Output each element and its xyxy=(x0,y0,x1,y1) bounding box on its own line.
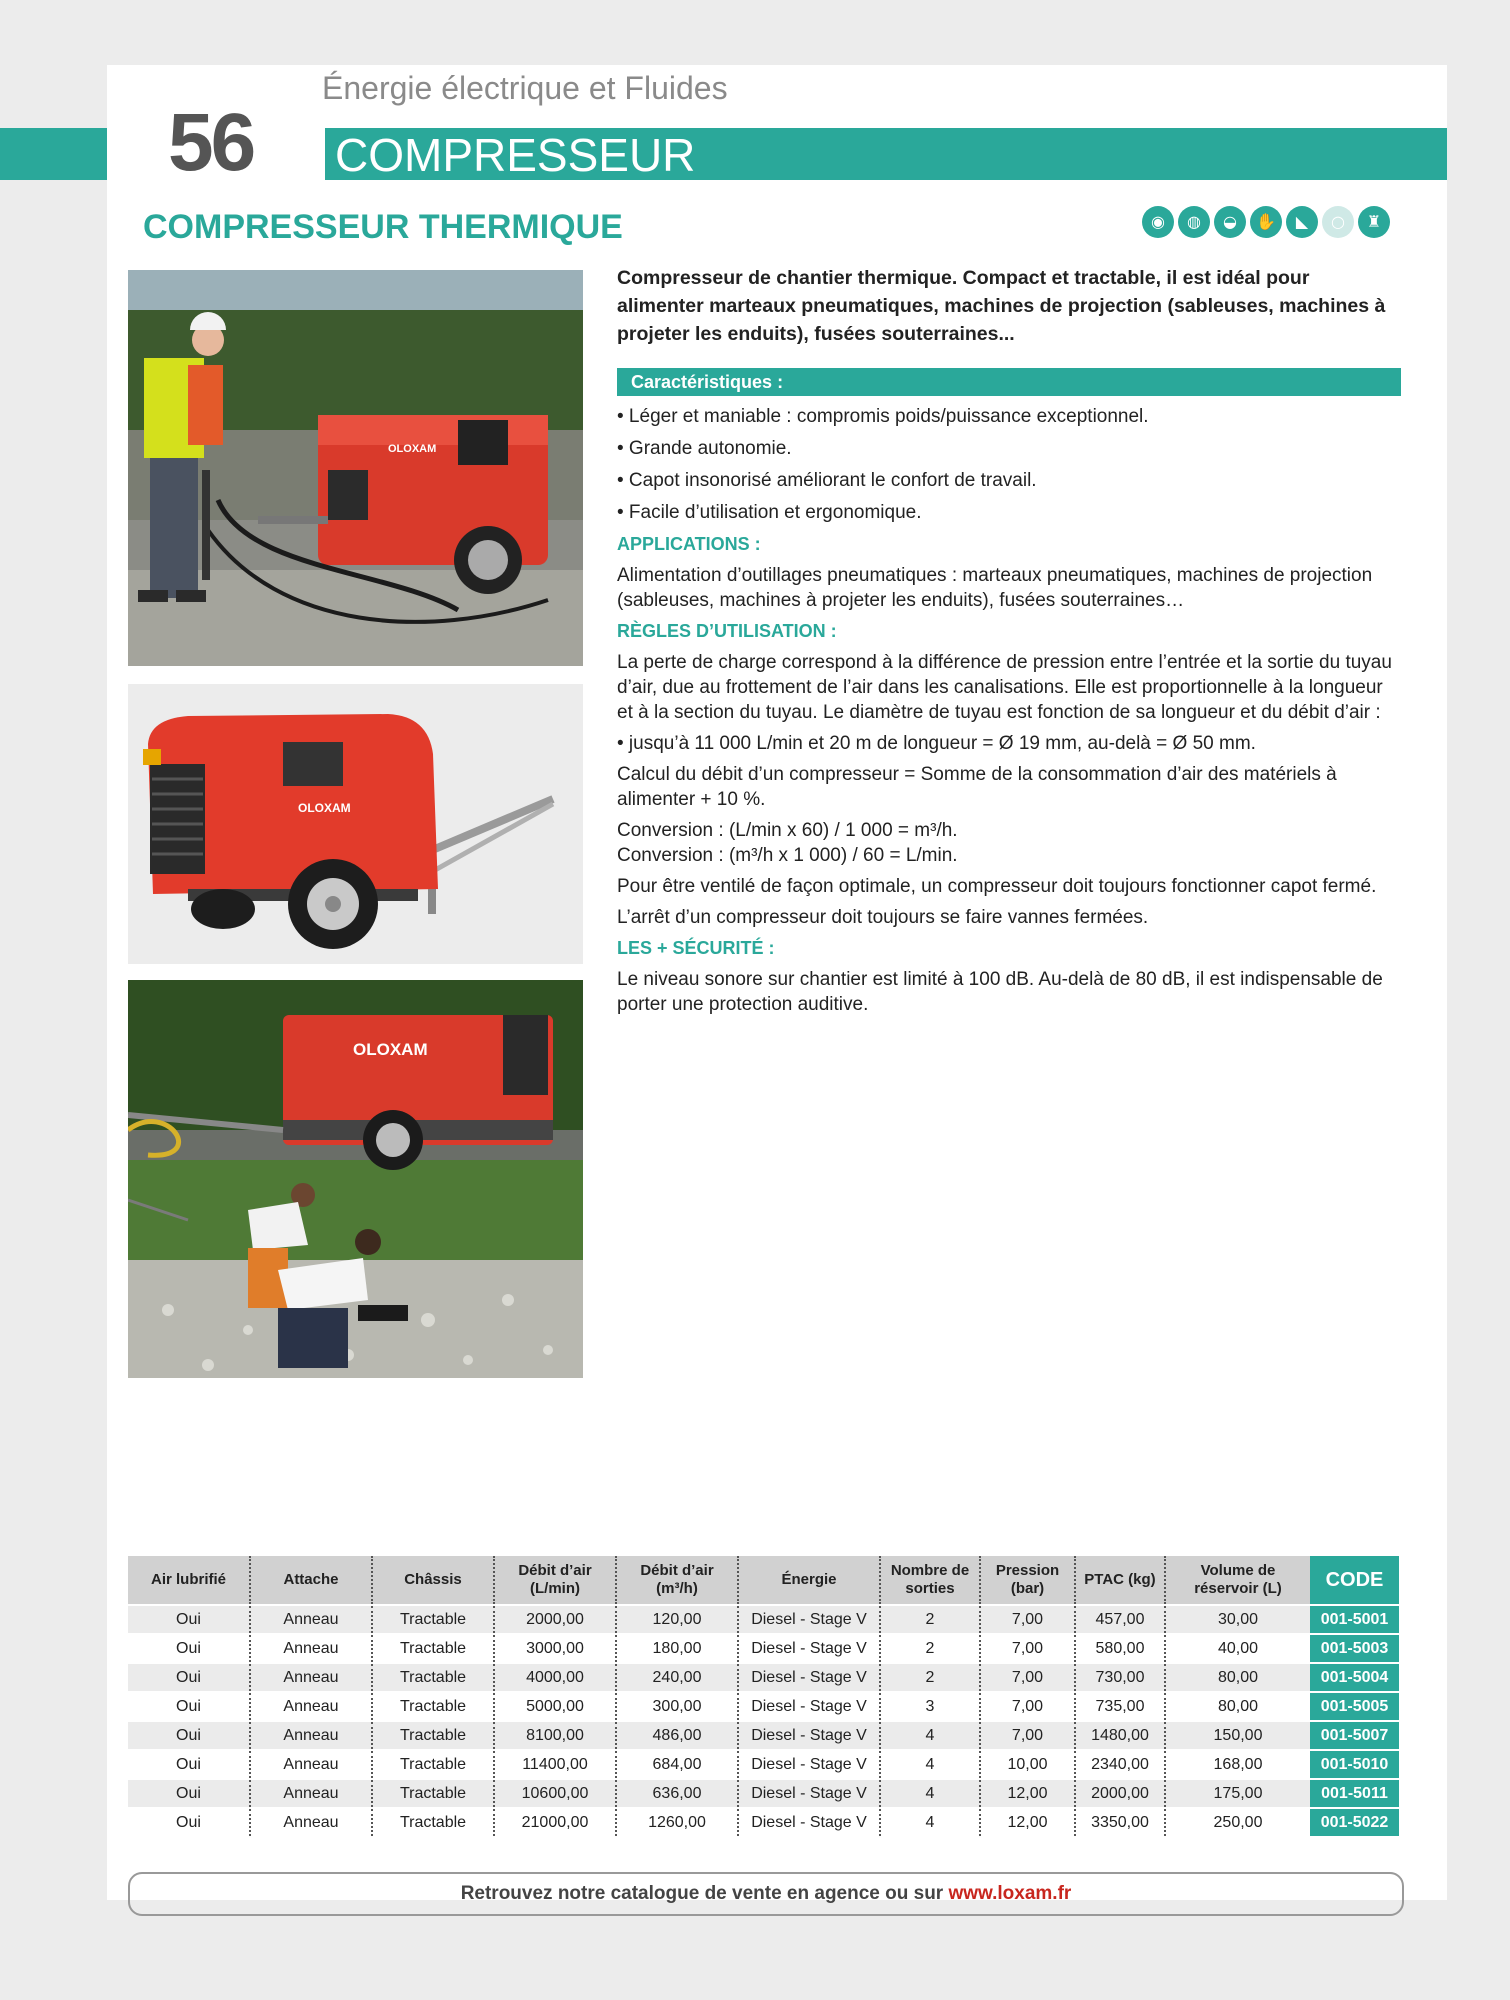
header-band-left xyxy=(0,128,107,180)
table-cell: Diesel - Stage V xyxy=(738,1692,880,1721)
table-row xyxy=(128,1692,1399,1721)
characteristic-item: • Capot insonorisé améliorant le confort de travail. xyxy=(617,470,1037,491)
footer-text: Retrouvez notre catalogue de vente en agence ou sur xyxy=(460,1883,949,1904)
table-cell: Oui xyxy=(128,1605,250,1634)
table-row xyxy=(128,1605,1399,1634)
table-cell: Tractable xyxy=(372,1605,494,1634)
table-cell: 80,00 xyxy=(1165,1692,1310,1721)
product-code: 001-5011 xyxy=(1310,1779,1399,1808)
table-cell: 300,00 xyxy=(616,1692,738,1721)
table-cell: 10600,00 xyxy=(494,1779,616,1808)
table-cell: 175,00 xyxy=(1165,1779,1310,1808)
table-cell: 730,00 xyxy=(1075,1663,1165,1692)
table-cell: Anneau xyxy=(250,1779,372,1808)
table-cell: 180,00 xyxy=(616,1634,738,1663)
table-cell: 12,00 xyxy=(980,1779,1075,1808)
table-cell: Tractable xyxy=(372,1634,494,1663)
table-cell: 2 xyxy=(880,1605,980,1634)
column-header: Nombre de sorties xyxy=(880,1556,980,1605)
table-cell: 3 xyxy=(880,1692,980,1721)
table-cell: 2340,00 xyxy=(1075,1750,1165,1779)
table-cell: Tractable xyxy=(372,1721,494,1750)
intro-text: Compresseur de chantier thermique. Compact et tractable, il est idéal pour alimenter marteaux pneumatiques, machines de projection (sableuses, machines à projeter les enduits), fusées souterraines... xyxy=(617,267,1386,345)
product-code: 001-5007 xyxy=(1310,1721,1399,1750)
column-header: PTAC (kg) xyxy=(1075,1556,1165,1605)
page-title: COMPRESSEUR xyxy=(335,129,696,181)
table-header-row xyxy=(128,1556,1399,1605)
table-cell: 735,00 xyxy=(1075,1692,1165,1721)
conversion-line: Conversion : (m³/h x 1 000) / 60 = L/min. xyxy=(617,845,958,866)
product-title: COMPRESSEUR THERMIQUE xyxy=(143,208,623,246)
table-cell: 120,00 xyxy=(616,1605,738,1634)
code-column-header: CODE xyxy=(1310,1556,1399,1605)
table-cell: Oui xyxy=(128,1808,250,1836)
table-cell: 11400,00 xyxy=(494,1750,616,1779)
table-cell: 240,00 xyxy=(616,1663,738,1692)
table-cell: 7,00 xyxy=(980,1634,1075,1663)
table-cell: 486,00 xyxy=(616,1721,738,1750)
column-header: Énergie xyxy=(738,1556,880,1605)
table-row xyxy=(128,1808,1399,1836)
ear-protection-icon: ◉ xyxy=(1142,206,1174,238)
table-cell: 636,00 xyxy=(616,1779,738,1808)
product-code: 001-5003 xyxy=(1310,1634,1399,1663)
product-code: 001-5010 xyxy=(1310,1750,1399,1779)
table-cell: Diesel - Stage V xyxy=(738,1721,880,1750)
table-cell: Oui xyxy=(128,1663,250,1692)
gloves-icon: ✋ xyxy=(1250,206,1282,238)
column-header: Châssis xyxy=(372,1556,494,1605)
table-cell: 1480,00 xyxy=(1075,1721,1165,1750)
table-cell: Tractable xyxy=(372,1663,494,1692)
table-cell: 5000,00 xyxy=(494,1692,616,1721)
column-header: Attache xyxy=(250,1556,372,1605)
table-row xyxy=(128,1779,1399,1808)
table-cell: 4 xyxy=(880,1808,980,1836)
table-cell: 3000,00 xyxy=(494,1634,616,1663)
column-header: Débit d’air (m³/h) xyxy=(616,1556,738,1605)
brand-label: OLOXAM xyxy=(298,801,351,815)
vest-icon: ♜ xyxy=(1358,206,1390,238)
footer-banner xyxy=(128,1872,1404,1916)
table-cell: 2 xyxy=(880,1663,980,1692)
table-cell: Anneau xyxy=(250,1634,372,1663)
table-cell: 8100,00 xyxy=(494,1721,616,1750)
applications-text: Alimentation d’outillages pneumatiques : marteaux pneumatiques, machines de projection (sableuses, machines à projeter les enduits), fusées souterraines… xyxy=(617,565,1373,611)
table-cell: Tractable xyxy=(372,1692,494,1721)
photo-site-workers xyxy=(128,980,583,1378)
spec-table xyxy=(128,1556,1399,1836)
table-cell: Oui xyxy=(128,1779,250,1808)
table-cell: 1260,00 xyxy=(616,1808,738,1836)
table-cell: Diesel - Stage V xyxy=(738,1779,880,1808)
table-cell: Diesel - Stage V xyxy=(738,1605,880,1634)
table-cell: Diesel - Stage V xyxy=(738,1634,880,1663)
table-cell: Anneau xyxy=(250,1692,372,1721)
table-cell: 2000,00 xyxy=(1075,1779,1165,1808)
column-header: Air lubrifié xyxy=(128,1556,250,1605)
column-header: Volume de réservoir (L) xyxy=(1165,1556,1310,1605)
rules-bullet: • jusqu’à 11 000 L/min et 20 m de longueur = Ø 19 mm, au-delà = Ø 50 mm. xyxy=(617,733,1256,754)
table-cell: 40,00 xyxy=(1165,1634,1310,1663)
table-cell: Oui xyxy=(128,1750,250,1779)
page-number: 56 xyxy=(168,97,254,188)
description-column xyxy=(617,264,1401,1023)
rules-paragraph: L’arrêt d’un compresseur doit toujours se faire vannes fermées. xyxy=(617,907,1149,928)
table-cell: 684,00 xyxy=(616,1750,738,1779)
product-code: 001-5022 xyxy=(1310,1808,1399,1836)
mask-icon: ◍ xyxy=(1178,206,1210,238)
table-row xyxy=(128,1663,1399,1692)
rules-heading: RÈGLES D’UTILISATION : xyxy=(617,621,837,641)
table-cell: Tractable xyxy=(372,1779,494,1808)
table-cell: Anneau xyxy=(250,1750,372,1779)
table-cell: 150,00 xyxy=(1165,1721,1310,1750)
conversion-line: Conversion : (L/min x 60) / 1 000 = m³/h. xyxy=(617,820,958,841)
table-cell: 10,00 xyxy=(980,1750,1075,1779)
safety-text: Le niveau sonore sur chantier est limité à 100 dB. Au-delà de 80 dB, il est indispensable de porter une protection auditive. xyxy=(617,969,1383,1015)
product-code: 001-5005 xyxy=(1310,1692,1399,1721)
table-cell: 7,00 xyxy=(980,1721,1075,1750)
characteristic-item: • Léger et maniable : compromis poids/puissance exceptionnel. xyxy=(617,406,1149,427)
table-cell: Oui xyxy=(128,1692,250,1721)
rules-paragraph: Calcul du débit d’un compresseur = Somme de la consommation d’air des matériels à alimenter + 10 %. xyxy=(617,764,1337,810)
table-cell: 30,00 xyxy=(1165,1605,1310,1634)
table-cell: 168,00 xyxy=(1165,1750,1310,1779)
product-code: 001-5001 xyxy=(1310,1605,1399,1634)
table-cell: Oui xyxy=(128,1721,250,1750)
column-header: Débit d’air (L/min) xyxy=(494,1556,616,1605)
brand-label: OLOXAM xyxy=(388,443,437,455)
helmet-icon: ◒ xyxy=(1214,206,1246,238)
table-cell: 7,00 xyxy=(980,1605,1075,1634)
table-cell: 4 xyxy=(880,1721,980,1750)
table-cell: Tractable xyxy=(372,1808,494,1836)
photo-compressor-studio xyxy=(128,684,583,964)
rules-paragraph: Pour être ventilé de façon optimale, un compresseur doit toujours fonctionner capot fermé. xyxy=(617,876,1377,897)
ppe-icons xyxy=(1142,206,1390,238)
table-cell: 4000,00 xyxy=(494,1663,616,1692)
footer-link[interactable]: www.loxam.fr xyxy=(948,1883,1072,1904)
table-cell: Diesel - Stage V xyxy=(738,1750,880,1779)
safety-heading: LES + SÉCURITÉ : xyxy=(617,938,775,958)
table-cell: 4 xyxy=(880,1779,980,1808)
table-cell: 580,00 xyxy=(1075,1634,1165,1663)
table-cell: 12,00 xyxy=(980,1808,1075,1836)
table-cell: 21000,00 xyxy=(494,1808,616,1836)
table-cell: 4 xyxy=(880,1750,980,1779)
characteristic-item: • Grande autonomie. xyxy=(617,438,792,459)
table-cell: Anneau xyxy=(250,1663,372,1692)
table-cell: 2 xyxy=(880,1634,980,1663)
table-row xyxy=(128,1634,1399,1663)
table-cell: Anneau xyxy=(250,1721,372,1750)
table-cell: Diesel - Stage V xyxy=(738,1663,880,1692)
table-cell: 7,00 xyxy=(980,1692,1075,1721)
characteristic-item: • Facile d’utilisation et ergonomique. xyxy=(617,502,922,523)
table-row xyxy=(128,1750,1399,1779)
table-cell: Anneau xyxy=(250,1808,372,1836)
characteristics-heading: Caractéristiques : xyxy=(617,368,1401,396)
table-cell: Diesel - Stage V xyxy=(738,1808,880,1836)
table-cell: Anneau xyxy=(250,1605,372,1634)
table-cell: Oui xyxy=(128,1634,250,1663)
faded-icon: ○ xyxy=(1322,206,1354,238)
brand-label: OLOXAM xyxy=(353,1040,428,1059)
boots-icon: ◣ xyxy=(1286,206,1318,238)
table-row xyxy=(128,1721,1399,1750)
table-cell: 80,00 xyxy=(1165,1663,1310,1692)
applications-heading: APPLICATIONS : xyxy=(617,534,761,554)
table-cell: Tractable xyxy=(372,1750,494,1779)
table-cell: 3350,00 xyxy=(1075,1808,1165,1836)
table-cell: 2000,00 xyxy=(494,1605,616,1634)
section-title: Énergie électrique et Fluides xyxy=(322,70,728,106)
table-cell: 7,00 xyxy=(980,1663,1075,1692)
rules-paragraph: La perte de charge correspond à la différence de pression entre l’entrée et la sortie du tuyau d’air, due au frottement de l’air dans les canalisations. Elle est proportionnelle à la longueur et à la section du tuyau. Le diamètre de tuyau est fonction de sa longueur et du débit d’air : xyxy=(617,652,1392,723)
product-code: 001-5004 xyxy=(1310,1663,1399,1692)
column-header: Pression (bar) xyxy=(980,1556,1075,1605)
photo-worker-jackhammer xyxy=(128,270,583,666)
table-cell: 457,00 xyxy=(1075,1605,1165,1634)
table-cell: 250,00 xyxy=(1165,1808,1310,1836)
